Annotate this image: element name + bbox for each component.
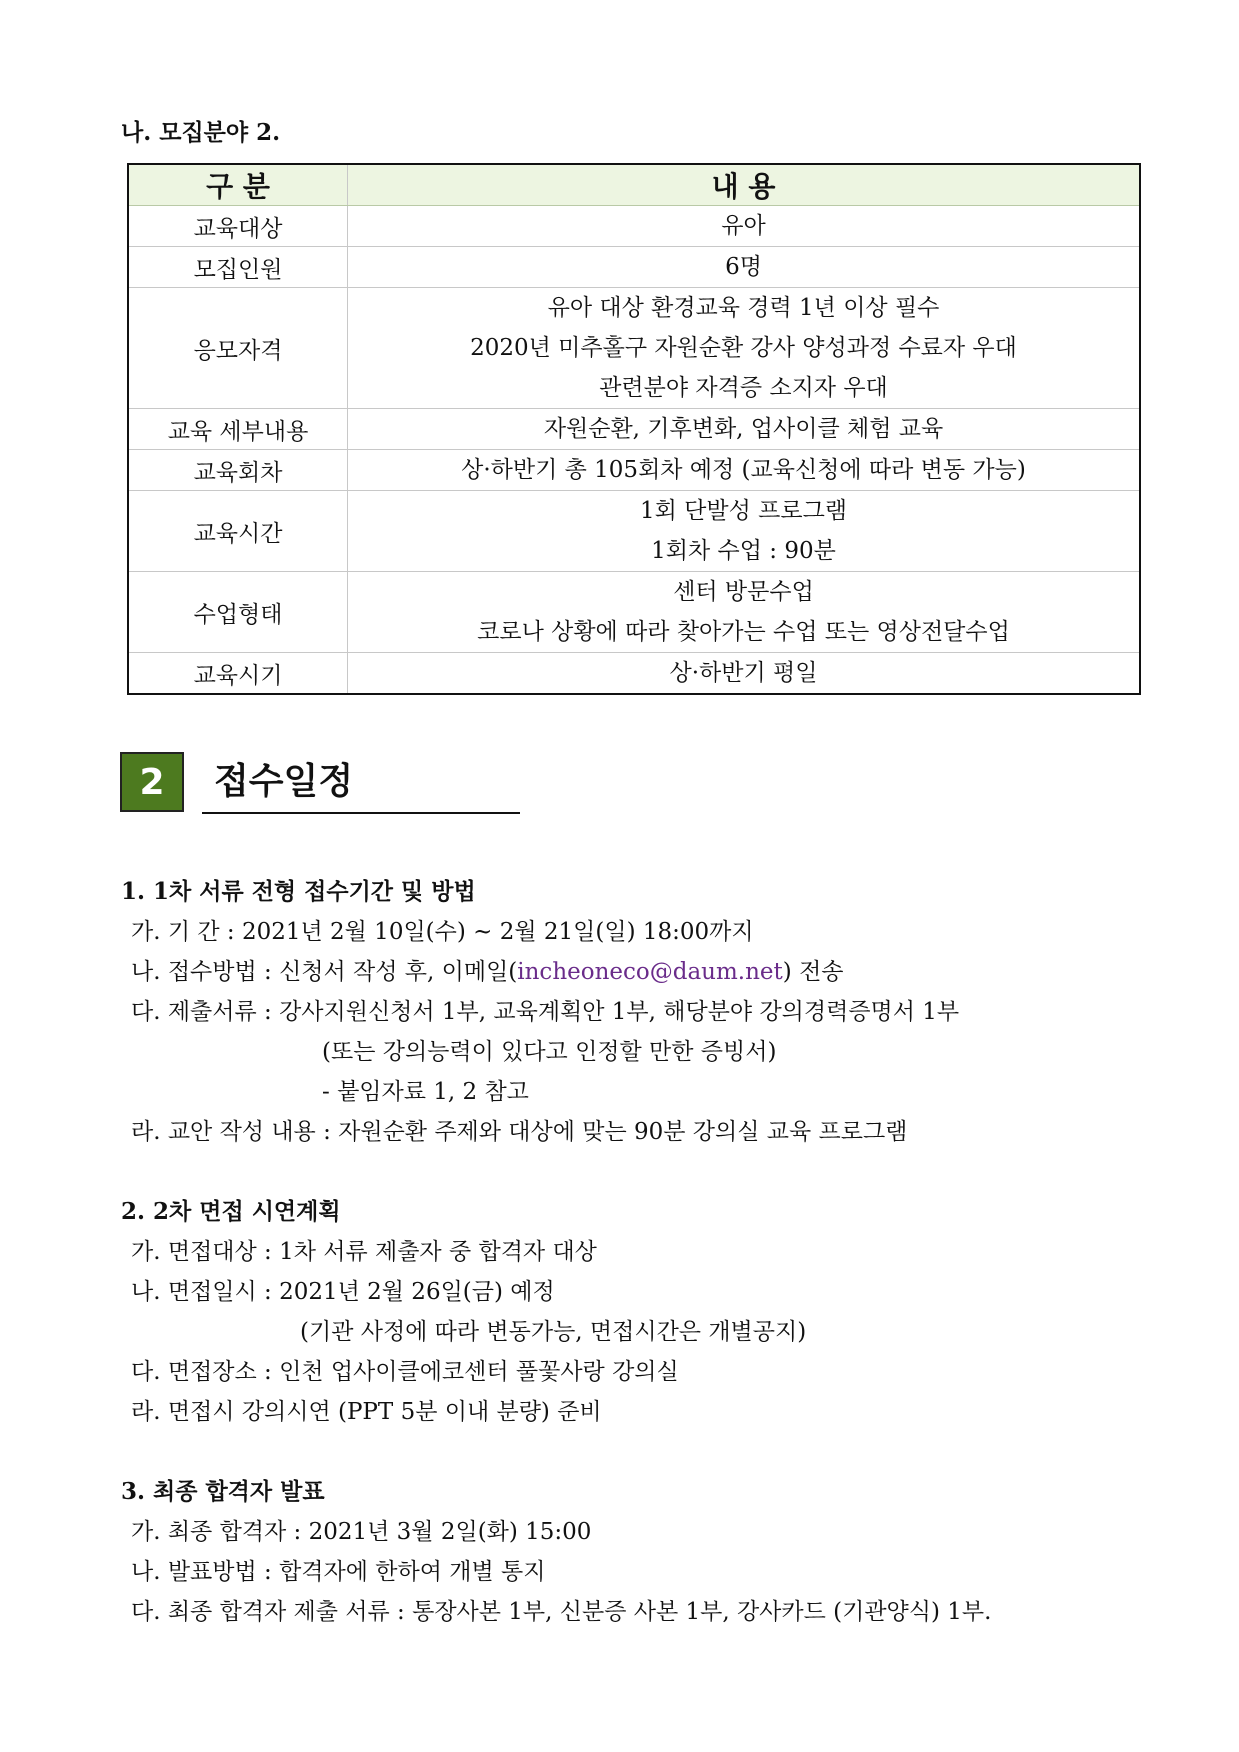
row-value: 유아 [348, 206, 1141, 247]
s1-method: 나. 접수방법 : 신청서 작성 후, 이메일(incheoneco@daum.net) 전송 [131, 959, 844, 985]
section-subtitle: 나. 모집분야 2. [121, 119, 281, 146]
s2-title: 2. 2차 면접 시연계획 [121, 1198, 341, 1225]
table-header-row [128, 164, 1140, 206]
s1-plan: 라. 교안 작성 내용 : 자원순환 주제와 대상에 맞는 90분 강의실 교육 프로그램 [131, 1119, 908, 1145]
table-row [128, 450, 1140, 491]
s3-title: 3. 최종 합격자 발표 [121, 1478, 325, 1505]
row-value: 센터 방문수업 코로나 상황에 따라 찾아가는 수업 또는 영상전달수업 [348, 572, 1141, 653]
row-key: 수업형태 [128, 572, 348, 653]
table-row [128, 409, 1140, 450]
s1-title: 1. 1차 서류 전형 접수기간 및 방법 [121, 878, 476, 905]
header-category: 구 분 [128, 164, 348, 206]
row-value: 자원순환, 기후변화, 업사이클 체험 교육 [348, 409, 1141, 450]
s2-place: 다. 면접장소 : 인천 업사이클에코센터 풀꽃사랑 강의실 [131, 1359, 679, 1385]
s2-target: 가. 면접대상 : 1차 서류 제출자 중 합격자 대상 [131, 1239, 597, 1265]
email-link[interactable]: incheoneco@daum.net [517, 959, 783, 985]
table-row [128, 247, 1140, 288]
row-value: 상·하반기 평일 [348, 653, 1141, 695]
s1-docs-note: (또는 강의능력이 있다고 인정할 만한 증빙서) [322, 1039, 777, 1065]
s3-submit: 다. 최종 합격자 제출 서류 : 통장사본 1부, 신분증 사본 1부, 강사카드 (기관양식) 1부. [131, 1599, 992, 1625]
s1-docs: 다. 제출서류 : 강사지원신청서 1부, 교육계획안 1부, 해당분야 강의경력증명서 1부 [131, 999, 960, 1025]
s2-prep: 라. 면접시 강의시연 (PPT 5분 이내 분량) 준비 [131, 1399, 602, 1425]
row-key: 교육대상 [128, 206, 348, 247]
row-key: 모집인원 [128, 247, 348, 288]
row-value: 유아 대상 환경교육 경력 1년 이상 필수 2020년 미추홀구 자원순환 강사 양성과정 수료자 우대 관련분야 자격증 소지자 우대 [348, 288, 1141, 409]
row-key: 교육시기 [128, 653, 348, 695]
section-number-badge: 2 [120, 752, 184, 812]
row-key: 응모자격 [128, 288, 348, 409]
section-title-underline [202, 812, 520, 814]
row-value: 상·하반기 총 105회차 예정 (교육신청에 따라 변동 가능) [348, 450, 1141, 491]
row-key: 교육시간 [128, 491, 348, 572]
table-row [128, 653, 1140, 695]
table-row [128, 206, 1140, 247]
header-content: 내 용 [348, 164, 1141, 206]
table-row [128, 572, 1140, 653]
row-key: 교육 세부내용 [128, 409, 348, 450]
row-key: 교육회차 [128, 450, 348, 491]
s2-date: 나. 면접일시 : 2021년 2월 26일(금) 예정 [131, 1279, 555, 1305]
s2-date-note: (기관 사정에 따라 변동가능, 면접시간은 개별공지) [300, 1319, 807, 1345]
s3-notice: 나. 발표방법 : 합격자에 한하여 개별 통지 [131, 1559, 546, 1585]
row-value: 1회 단발성 프로그램 1회차 수업 : 90분 [348, 491, 1141, 572]
section-title: 접수일정 [214, 761, 354, 802]
s1-period: 가. 기 간 : 2021년 2월 10일(수) ~ 2월 21일(일) 18:00까지 [131, 919, 754, 945]
table-row [128, 288, 1140, 409]
table-row [128, 491, 1140, 572]
s1-docs-attachment: - 붙임자료 1, 2 참고 [322, 1079, 529, 1105]
row-value: 6명 [348, 247, 1141, 288]
s3-final: 가. 최종 합격자 : 2021년 3월 2일(화) 15:00 [131, 1519, 592, 1545]
recruitment-table [127, 163, 1141, 695]
